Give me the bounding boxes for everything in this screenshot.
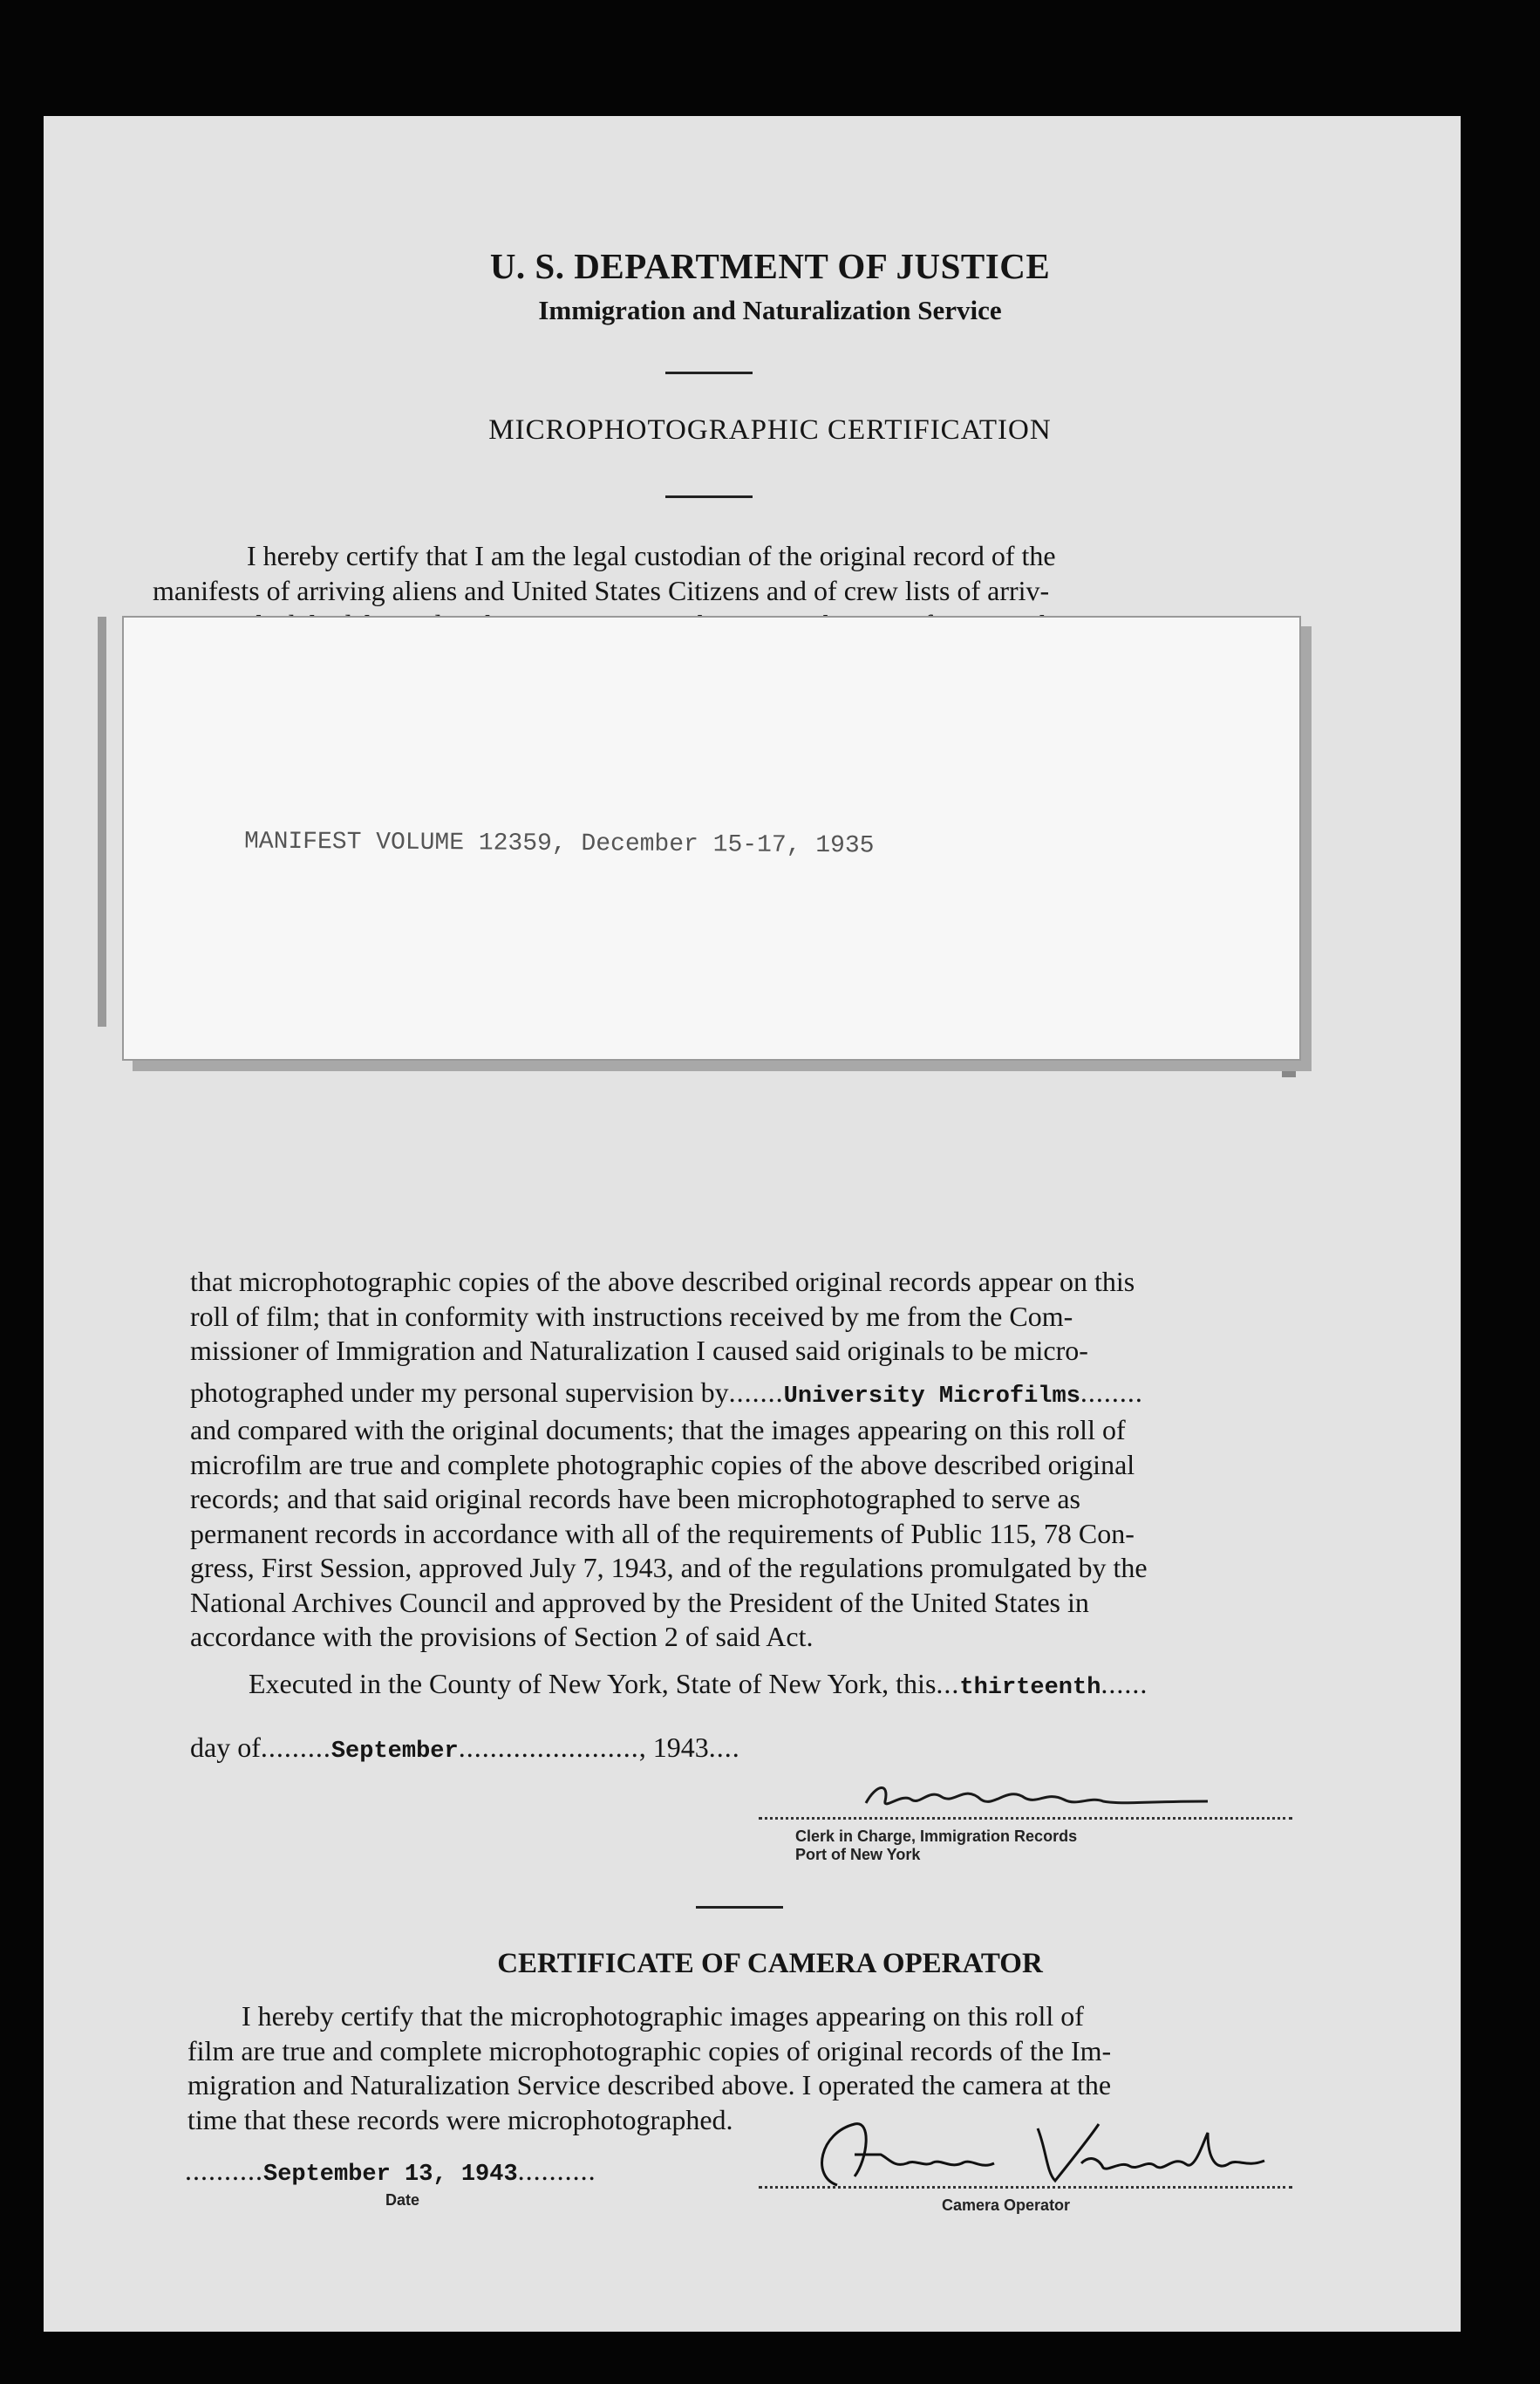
date-label: Date <box>385 2191 420 2209</box>
body-line: accordance with the provisions of Section 2 of said Act. <box>190 1621 814 1652</box>
body-paragraph <box>190 1413 1299 1655</box>
body-line: National Archives Council and approved by the President of the United States in <box>190 1586 1089 1618</box>
executed-month: September <box>330 1738 459 1765</box>
day-of-line: day of.........September......................., 1943.... <box>190 1732 740 1765</box>
camera-line: film are true and complete microphotographic copies of original records of the Im- <box>187 2034 1112 2066</box>
divider <box>696 1906 783 1909</box>
body-line: permanent records in accordance with all of the requirements of Public 115, 78 Con- <box>190 1517 1135 1549</box>
clerk-signature <box>859 1775 1243 1819</box>
camera-operator-label: Camera Operator <box>942 2196 1071 2214</box>
card-edge-shadow <box>98 617 106 1027</box>
camera-line: time that these records were microphotographed. <box>187 2103 733 2135</box>
department-heading: U. S. DEPARTMENT OF JUSTICE <box>489 246 1051 286</box>
body-line: and compared with the original documents; that the images appearing on this roll of <box>190 1414 1126 1445</box>
day-of-prefix: day of <box>190 1732 261 1763</box>
executed-day: thirteenth <box>959 1675 1101 1701</box>
camera-operator-signature <box>785 2107 1273 2194</box>
clerk-title-line: Clerk in Charge, Immigration Records <box>795 1827 1078 1845</box>
intro-line: manifests of arriving aliens and United States Citizens and of crew lists of arriv- <box>153 574 1050 606</box>
body-line: records; and that said original records have been microphotographed to serve as <box>190 1483 1080 1514</box>
date-line: ..........September 13, 1943.......... <box>185 2155 596 2188</box>
executed-line: Executed in the County of New York, State of New York, this...thirteenth...... <box>249 1668 1148 1701</box>
divider <box>665 372 753 374</box>
date-value: September 13, 1943 <box>263 2162 518 2188</box>
executed-prefix: Executed in the County of New York, State of New York, this <box>249 1668 937 1699</box>
body-line: gress, First Session, approved July 7, 1943, and of the regulations promulgated by the <box>190 1552 1148 1583</box>
clerk-title-line: Port of New York <box>795 1846 921 1863</box>
form-title: MICROPHOTOGRAPHIC CERTIFICATION <box>488 414 1052 446</box>
executed-year: , 1943 <box>638 1732 709 1763</box>
clerk-title <box>795 1827 1077 1864</box>
divider <box>665 495 753 498</box>
camera-line: I hereby certify that the microphotographic images appearing on this roll of <box>242 2000 1084 2032</box>
intro-line: I hereby certify that I am the legal custodian of the original record of the <box>247 540 1056 571</box>
body-paragraph <box>190 1265 1341 1369</box>
camera-line: migration and Naturalization Service described above. I operated the camera at the <box>187 2069 1112 2101</box>
operator-signature-line <box>759 2186 1292 2189</box>
supervision-line: photographed under my personal supervision by.......University Microfilms........ <box>190 1376 1143 1410</box>
body-line: microfilm are true and complete photographic copies of the above described original <box>190 1448 1135 1480</box>
body-line: roll of film; that in conformity with instructions received by me from the Com- <box>190 1300 1073 1332</box>
microfilm-company: University Microfilms <box>783 1383 1080 1410</box>
body-line: that microphotographic copies of the above described original records appear on this <box>190 1266 1135 1297</box>
manifest-volume-label: MANIFEST VOLUME 12359, December 15-17, 1935 <box>243 828 875 860</box>
service-heading: Immigration and Naturalization Service <box>538 295 1002 325</box>
body-line: missioner of Immigration and Naturalization I caused said originals to be micro- <box>190 1335 1088 1366</box>
camera-certificate-title: CERTIFICATE OF CAMERA OPERATOR <box>497 1948 1043 1979</box>
supervision-prefix: photographed under my personal supervision by <box>190 1376 729 1408</box>
clerk-signature-line <box>759 1817 1292 1820</box>
